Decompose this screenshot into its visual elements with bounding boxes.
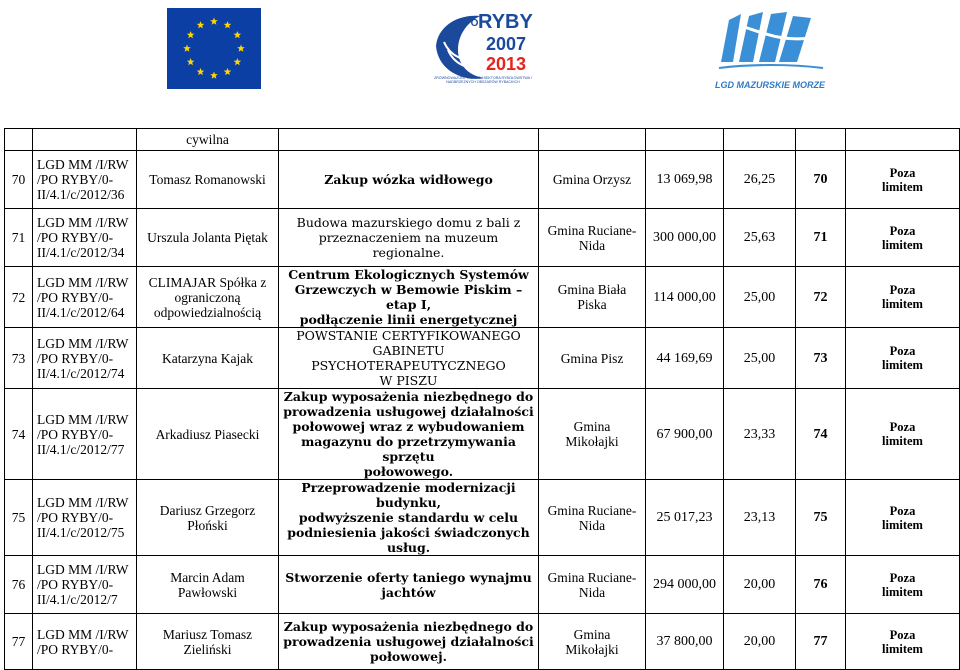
project-title-line: Budowa mazurskiego domu z bali z — [296, 215, 521, 230]
project-title-line: Przeprowadzenie modernizacji budynku, — [301, 480, 516, 510]
status-line: limitem — [882, 517, 923, 532]
table-row — [5, 614, 960, 670]
beneficiary-name-line: Arkadiusz Piasecki — [155, 426, 260, 442]
project-title-line: magazynu do przetrzymywania sprzętu — [301, 434, 516, 464]
application-ref — [33, 480, 137, 556]
status-line: Poza — [889, 627, 916, 642]
beneficiary-name-line: Urszula Jolanta Piętak — [147, 230, 268, 245]
commune-line: Gmina Ruciane- — [547, 569, 637, 585]
application-ref-line: /PO RYBY/0- — [37, 230, 114, 245]
commune — [539, 151, 646, 209]
application-ref — [33, 209, 137, 267]
percent: 25,63 — [724, 209, 796, 267]
table-row-top — [5, 129, 960, 151]
beneficiary-name-line: Dariusz Grzegorz — [159, 502, 256, 518]
beneficiary-name — [137, 267, 279, 328]
status-line: Poza — [889, 503, 916, 518]
project-title — [279, 556, 539, 614]
application-ref-line: II/4.1/c/2012/77 — [37, 441, 125, 457]
application-ref-line: LGD MM /I/RW — [37, 626, 129, 642]
project-title — [279, 614, 539, 670]
top-row-text: cywilna — [137, 129, 279, 151]
status-line: Poza — [889, 420, 916, 434]
status — [846, 267, 960, 328]
ranking-table — [4, 128, 960, 670]
project-title-line: podwyższenie standardu w celu — [298, 510, 519, 525]
beneficiary-name — [137, 480, 279, 556]
status-line: limitem — [882, 584, 923, 599]
status — [846, 556, 960, 614]
application-ref-line: LGD MM /I/RW — [37, 274, 129, 290]
project-title-line: przeznaczeniem na muzeum regionalne. — [318, 230, 499, 260]
project-title-line: Zakup wózka widłowego — [324, 172, 493, 187]
application-ref — [33, 267, 137, 328]
table-row — [5, 480, 960, 556]
amount: 300 000,00 — [646, 209, 724, 267]
beneficiary-name-line: Tomasz Romanowski — [149, 172, 266, 187]
project-title-line: GABINETU PSYCHOTERAPEUTYCZNEGO — [311, 343, 506, 373]
project-title-line: Stworzenie oferty taniego wynajmu jachtów — [285, 569, 532, 600]
status-line: Poza — [889, 344, 916, 358]
project-title-line: POWSTANIE CERTYFIKOWANEGO — [296, 328, 521, 343]
project-title-line: Grzewczych w Bemowie Piskim – etap I, — [294, 282, 523, 312]
percent: 20,00 — [724, 556, 796, 614]
application-ref — [33, 389, 137, 480]
project-title-line: W PISZU — [379, 373, 438, 388]
commune-line: Gmina Ruciane- — [547, 222, 637, 238]
lgd-caption: LGD MAZURSKIE MORZE — [715, 80, 825, 90]
application-ref-line: /PO RYBY/0- — [37, 641, 114, 657]
beneficiary-name — [137, 209, 279, 267]
percent: 23,13 — [724, 480, 796, 556]
commune — [539, 389, 646, 480]
project-title — [279, 151, 539, 209]
poryby-year-2: 2013 — [486, 54, 527, 74]
lgd-mazurskie-morze-logo — [711, 2, 829, 94]
beneficiary-name-line: odpowiedzialnością — [153, 304, 262, 320]
commune-line: Gmina — [573, 626, 611, 642]
application-ref-line: LGD MM /I/RW — [37, 411, 129, 427]
application-ref-line: II/4.1/c/2012/64 — [37, 304, 125, 320]
status-line: limitem — [882, 237, 923, 252]
table-row — [5, 556, 960, 614]
row-number: 76 — [5, 556, 33, 614]
project-title-line: prowadzenia usługowej działalności — [283, 634, 534, 649]
project-title-line: połowowej wraz z wybudowaniem — [292, 419, 525, 434]
logo-header — [0, 0, 960, 128]
amount: 67 900,00 — [646, 389, 724, 480]
project-title — [279, 389, 539, 480]
row-number: 70 — [5, 151, 33, 209]
beneficiary-name-line: Pawłowski — [177, 584, 238, 600]
row-number: 72 — [5, 267, 33, 328]
status — [846, 389, 960, 480]
status-line: limitem — [882, 297, 923, 311]
application-ref-line: II/4.1/c/2012/36 — [37, 187, 125, 202]
poryby-top: PO — [464, 18, 479, 29]
score: 71 — [796, 209, 846, 267]
application-ref-line: II/4.1/c/2012/75 — [37, 525, 125, 540]
percent: 25,00 — [724, 267, 796, 328]
commune — [539, 267, 646, 328]
beneficiary-name — [137, 556, 279, 614]
beneficiary-name — [137, 389, 279, 480]
beneficiary-name-line: Mariusz Tomasz — [162, 626, 253, 642]
score: 75 — [796, 480, 846, 556]
score: 77 — [796, 614, 846, 670]
score: 70 — [796, 151, 846, 209]
row-number: 73 — [5, 328, 33, 389]
beneficiary-name-line: CLIMAJAR Spółka z — [148, 274, 267, 290]
commune-line: Piska — [577, 297, 607, 312]
status-line: limitem — [882, 179, 923, 194]
beneficiary-name-line: Płoński — [187, 517, 228, 533]
row-number: 75 — [5, 480, 33, 556]
percent: 23,33 — [724, 389, 796, 480]
commune-line: Gmina Pisz — [560, 350, 624, 366]
score: 72 — [796, 267, 846, 328]
project-title-line: Zakup wyposażenia niezbędnego do — [283, 619, 534, 634]
status-line: Poza — [889, 570, 916, 585]
beneficiary-name — [137, 614, 279, 670]
project-title — [279, 209, 539, 267]
status-line: Poza — [889, 223, 916, 238]
amount: 294 000,00 — [646, 556, 724, 614]
row-number: 74 — [5, 389, 33, 480]
commune-line: Gmina Ruciane- — [547, 502, 637, 518]
commune — [539, 328, 646, 389]
percent: 20,00 — [724, 614, 796, 670]
beneficiary-name-line: Marcin Adam — [170, 569, 245, 585]
project-title-line: podłączenie linii energetycznej — [299, 312, 518, 327]
project-title-line: podniesienia jakości świadczonych usług. — [287, 525, 530, 555]
application-ref-line: LGD MM /I/RW — [37, 495, 129, 510]
poryby-name: RYBY — [478, 11, 533, 33]
application-ref-line: LGD MM /I/RW — [37, 335, 129, 351]
status-line: Poza — [889, 283, 916, 297]
row-number: 71 — [5, 209, 33, 267]
amount: 44 169,69 — [646, 328, 724, 389]
application-ref-line: II/4.1/c/2012/34 — [37, 245, 125, 260]
amount: 25 017,23 — [646, 480, 724, 556]
percent: 26,25 — [724, 151, 796, 209]
commune-line: Gmina Biała — [557, 282, 627, 297]
po-ryby-logo — [428, 6, 538, 92]
table-row — [5, 209, 960, 267]
commune — [539, 209, 646, 267]
application-ref-line: LGD MM /I/RW — [37, 562, 129, 577]
application-ref-line: II/4.1/c/2012/7 — [37, 592, 118, 607]
project-title — [279, 267, 539, 328]
application-ref-line: LGD MM /I/RW — [37, 215, 129, 230]
table-row — [5, 328, 960, 389]
table-row — [5, 151, 960, 209]
commune-line: Gmina — [573, 419, 611, 434]
project-title — [279, 480, 539, 556]
status — [846, 614, 960, 670]
application-ref-line: LGD MM /I/RW — [37, 157, 129, 172]
commune-line: Nida — [578, 584, 606, 600]
project-title-line: połowowego. — [363, 464, 454, 479]
project-title-line: Centrum Ekologicznych Systemów — [288, 267, 529, 282]
amount: 114 000,00 — [646, 267, 724, 328]
commune-line: Nida — [578, 237, 606, 253]
status — [846, 328, 960, 389]
status — [846, 480, 960, 556]
score: 74 — [796, 389, 846, 480]
score: 76 — [796, 556, 846, 614]
commune-line: Nida — [578, 517, 606, 533]
status-line: limitem — [882, 358, 923, 372]
poryby-year-1: 2007 — [486, 34, 527, 54]
eu-flag-logo — [167, 8, 261, 89]
application-ref-line: /PO RYBY/0- — [37, 350, 114, 366]
status-line: Poza — [889, 165, 916, 180]
poryby-caption: ZRÓWNOWAŻONY ROZWÓJ SEKTORA RYBOŁÓWSTWA I NADBRZEŻNYCH OBSZARÓW RYBACKICH — [434, 76, 532, 84]
status — [846, 151, 960, 209]
commune-line: Mikołajki — [565, 641, 619, 657]
amount: 37 800,00 — [646, 614, 724, 670]
commune — [539, 556, 646, 614]
percent: 25,00 — [724, 328, 796, 389]
commune — [539, 480, 646, 556]
status-line: limitem — [882, 641, 923, 656]
commune-line: Mikołajki — [565, 434, 619, 449]
beneficiary-name — [137, 151, 279, 209]
row-number: 77 — [5, 614, 33, 670]
application-ref-line: /PO RYBY/0- — [37, 577, 114, 592]
beneficiary-name-line: ograniczoną — [174, 289, 241, 305]
application-ref — [33, 328, 137, 389]
score: 73 — [796, 328, 846, 389]
application-ref — [33, 614, 137, 670]
beneficiary-name-line: Zieliński — [183, 641, 232, 657]
commune — [539, 614, 646, 670]
application-ref-line: II/4.1/c/2012/74 — [37, 365, 125, 381]
application-ref-line: /PO RYBY/0- — [37, 510, 114, 525]
application-ref-line: /PO RYBY/0- — [37, 289, 114, 305]
project-title — [279, 328, 539, 389]
table-row — [5, 389, 960, 480]
table-row — [5, 267, 960, 328]
application-ref-line: /PO RYBY/0- — [37, 426, 114, 442]
project-title-line: Zakup wyposażenia niezbędnego do — [283, 389, 534, 404]
beneficiary-name-line: Katarzyna Kajak — [161, 350, 254, 366]
application-ref-line: /PO RYBY/0- — [37, 172, 114, 187]
project-title-line: prowadzenia usługowej działalności — [283, 404, 534, 419]
amount: 13 069,98 — [646, 151, 724, 209]
application-ref — [33, 556, 137, 614]
status-line: limitem — [882, 434, 923, 448]
beneficiary-name — [137, 328, 279, 389]
status — [846, 209, 960, 267]
application-ref — [33, 151, 137, 209]
project-title-line: połowowej. — [370, 649, 447, 664]
commune-line: Gmina Orzysz — [552, 172, 632, 187]
